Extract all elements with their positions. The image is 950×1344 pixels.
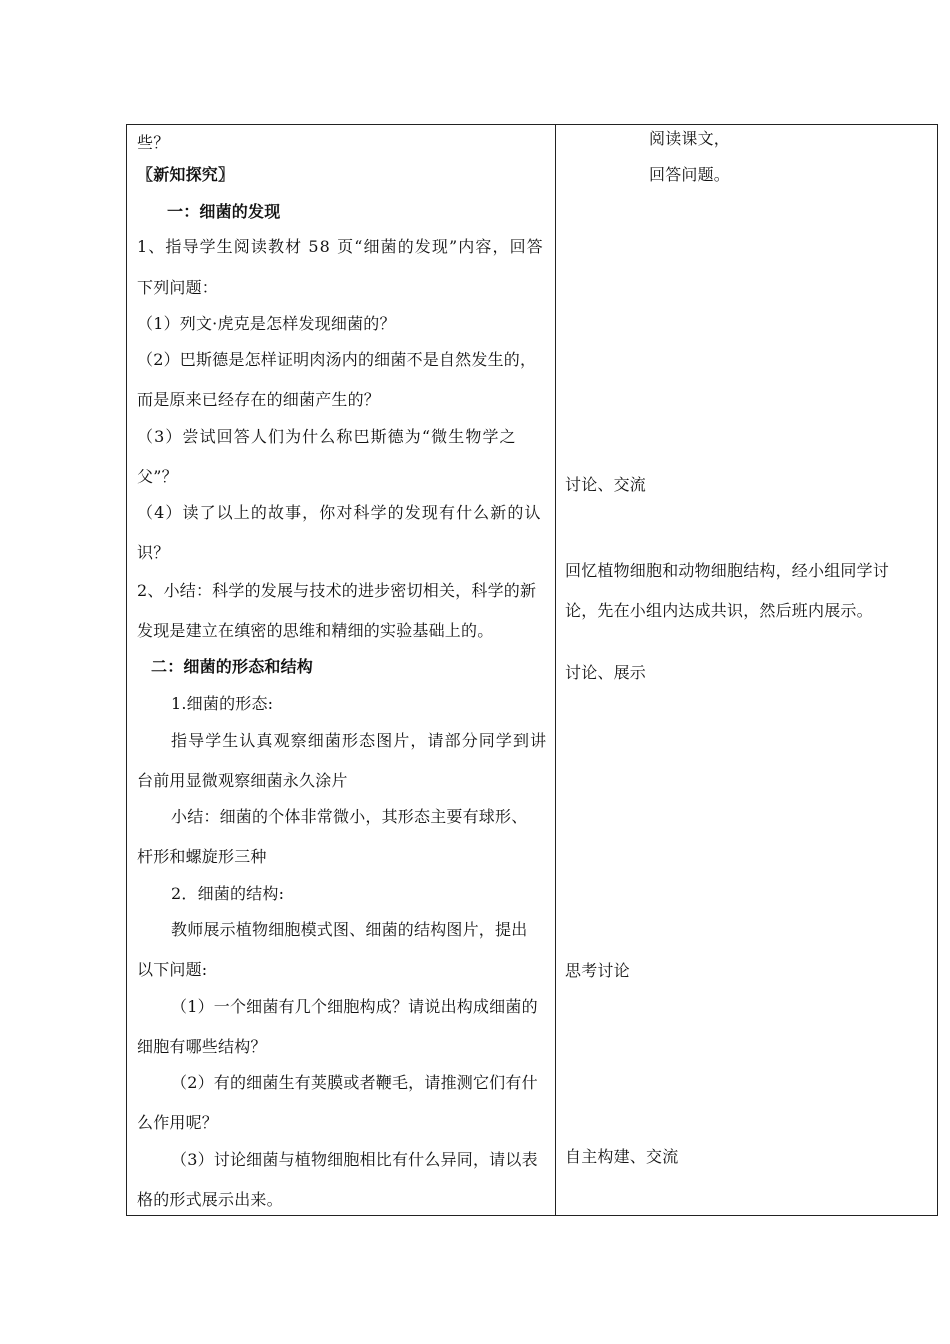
summary-line: 小结：细菌的个体非常微小，其形态主要有球形、 bbox=[171, 807, 528, 826]
text-line: 父”？ bbox=[137, 467, 178, 486]
text-line: 1.细菌的形态: bbox=[171, 694, 274, 713]
text-line: 而是原来已经存在的细菌产生的？ bbox=[137, 390, 381, 409]
text-line: 些？ bbox=[137, 133, 170, 152]
subsection-heading: 一：细菌的发现 bbox=[167, 202, 281, 221]
question-line: （1）列文·虎克是怎样发现细菌的？ bbox=[137, 314, 396, 333]
column-divider bbox=[555, 125, 556, 1215]
question-line: （3）讨论细菌与植物细胞相比有什么异同，请以表 bbox=[171, 1150, 538, 1169]
text-line: 教师展示植物细胞模式图、细菌的结构图片，提出 bbox=[171, 920, 528, 939]
student-activity-text: 回忆植物细胞和动物细胞结构，经小组同学讨 bbox=[565, 561, 890, 580]
lesson-plan-table bbox=[126, 124, 938, 1216]
text-line: 么作用呢？ bbox=[137, 1113, 219, 1132]
student-activity-text: 思考讨论 bbox=[565, 961, 630, 980]
text-line: 1、指导学生阅读教材 58 页“细菌的发现”内容，回答 bbox=[137, 237, 544, 256]
section-heading: 〖新知探究〗 bbox=[137, 165, 235, 184]
text-line: 指导学生认真观察细菌形态图片，请部分同学到讲 bbox=[171, 731, 548, 750]
text-line: 细胞有哪些结构？ bbox=[137, 1037, 267, 1056]
question-line: （2）巴斯德是怎样证明肉汤内的细菌不是自然发生的， bbox=[137, 350, 537, 369]
text-line: 台前用显微观察细菌永久涂片 bbox=[137, 771, 348, 790]
summary-line: 2、小结：科学的发展与技术的进步密切相关，科学的新 bbox=[137, 581, 537, 600]
text-line: 格的形式展示出来。 bbox=[137, 1190, 283, 1209]
student-activity-text: 讨论、交流 bbox=[565, 475, 647, 494]
question-line: （3）尝试回答人们为什么称巴斯德为“微生物学之 bbox=[137, 427, 517, 446]
text-line: 下列问题： bbox=[137, 278, 219, 297]
student-activity-text: 讨论、展示 bbox=[565, 663, 647, 682]
text-line: 以下问题: bbox=[137, 960, 208, 979]
question-line: （2）有的细菌生有荚膜或者鞭毛，请推测它们有什 bbox=[171, 1073, 538, 1092]
text-line: 2．细菌的结构: bbox=[171, 884, 285, 903]
text-line: 杆形和螺旋形三种 bbox=[137, 847, 267, 866]
student-activity-text: 回答问题。 bbox=[649, 165, 731, 184]
subsection-heading: 二：细菌的形态和结构 bbox=[151, 657, 314, 676]
student-activity-text: 自主构建、交流 bbox=[565, 1147, 679, 1166]
student-activity-text: 论，先在小组内达成共识，然后班内展示。 bbox=[565, 601, 873, 620]
summary-line: 发现是建立在缜密的思维和精细的实验基础上的。 bbox=[137, 621, 494, 640]
student-activity-text: 阅读课文， bbox=[649, 129, 731, 148]
text-line: 识？ bbox=[137, 543, 170, 562]
question-line: （1）一个细菌有几个细胞构成？请说出构成细菌的 bbox=[171, 997, 538, 1016]
question-line: （4）读了以上的故事，你对科学的发现有什么新的认 bbox=[137, 503, 542, 522]
